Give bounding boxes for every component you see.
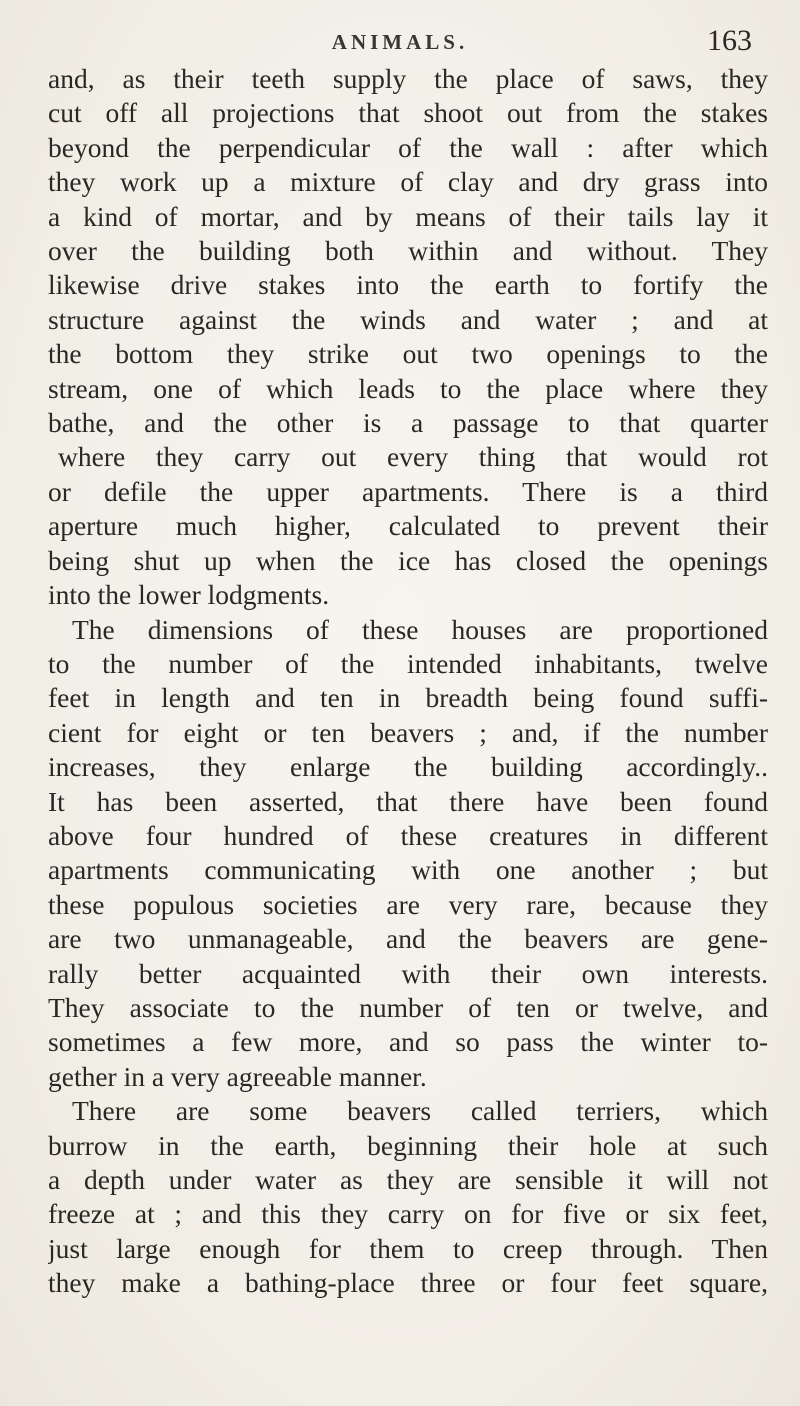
text-line: rally better acquainted with their own interests. [48,957,768,989]
text-line: There are some beavers called terriers, which [72,1095,768,1127]
text-line: aperture much higher, calculated to prevent their [48,510,768,542]
text-line: structure against the winds and water ; and at [48,303,768,335]
text-line: sometimes a few more, and so pass the winter to- [48,1026,768,1058]
text-line: these populous societies are very rare, because they [48,888,768,920]
text-line: gether in a very agreeable manner. [48,1060,427,1092]
paragraph-2 [48,613,768,1095]
text-line: above four hundred of these creatures in different [48,819,768,851]
text-line: burrow in the earth, beginning their hole at such [48,1129,768,1161]
text-line: They associate to the number of ten or twelve, and [48,991,768,1023]
running-head: ANIMALS. [331,30,469,54]
text-line: feet in length and ten in breadth being found suffi- [48,682,768,714]
page-number: 163 [707,24,752,57]
text-line: bathe, and the other is a passage to that quarter [48,407,768,439]
text-line: a kind of mortar, and by means of their tails lay it [48,200,768,232]
text-line: It has been asserted, that there have been found [48,785,768,817]
text-line: and, as their teeth supply the place of saws, they [48,63,768,94]
text-line: where they carry out every thing that would rot [58,441,768,473]
text-line: just large enough for them to creep through. Then [48,1232,768,1264]
text-line: increases, they enlarge the building accordingly.. [48,751,768,783]
text-line: are two unmanageable, and the beavers are gene- [48,923,768,955]
text-line: freeze at ; and this they carry on for five or six feet, [48,1198,768,1230]
text-line: a depth under water as they are sensible it will not [48,1164,768,1195]
body-text [48,62,768,1301]
text-line: over the building both within and without. They [48,235,768,267]
text-line: they work up a mixture of clay and dry grass into [48,166,768,198]
text-line: or defile the upper apartments. There is a third [48,475,768,507]
text-line: likewise drive stakes into the earth to fortify the [48,269,768,301]
text-line: cient for eight or ten beavers ; and, if the number [48,716,768,748]
text-line: stream, one of which leads to the place where they [48,372,768,404]
text-line: into the lower lodgments. [48,579,330,611]
text-line: cut off all projections that shoot out from the stakes [48,97,768,129]
text-line: being shut up when the ice has closed the openings [48,544,768,576]
paragraph-1 [48,62,768,613]
text-line: to the number of the intended inhabitants, twelve [48,647,768,679]
text-line: apartments communicating with one another ; but [48,854,768,886]
text-line: The dimensions of these houses are proportioned [72,613,768,645]
text-line: beyond the perpendicular of the wall : after which [48,131,768,163]
paragraph-3 [48,1094,768,1300]
text-line: the bottom they strike out two openings to the [48,338,768,370]
text-line: they make a bathing-place three or four feet square, [48,1267,768,1299]
